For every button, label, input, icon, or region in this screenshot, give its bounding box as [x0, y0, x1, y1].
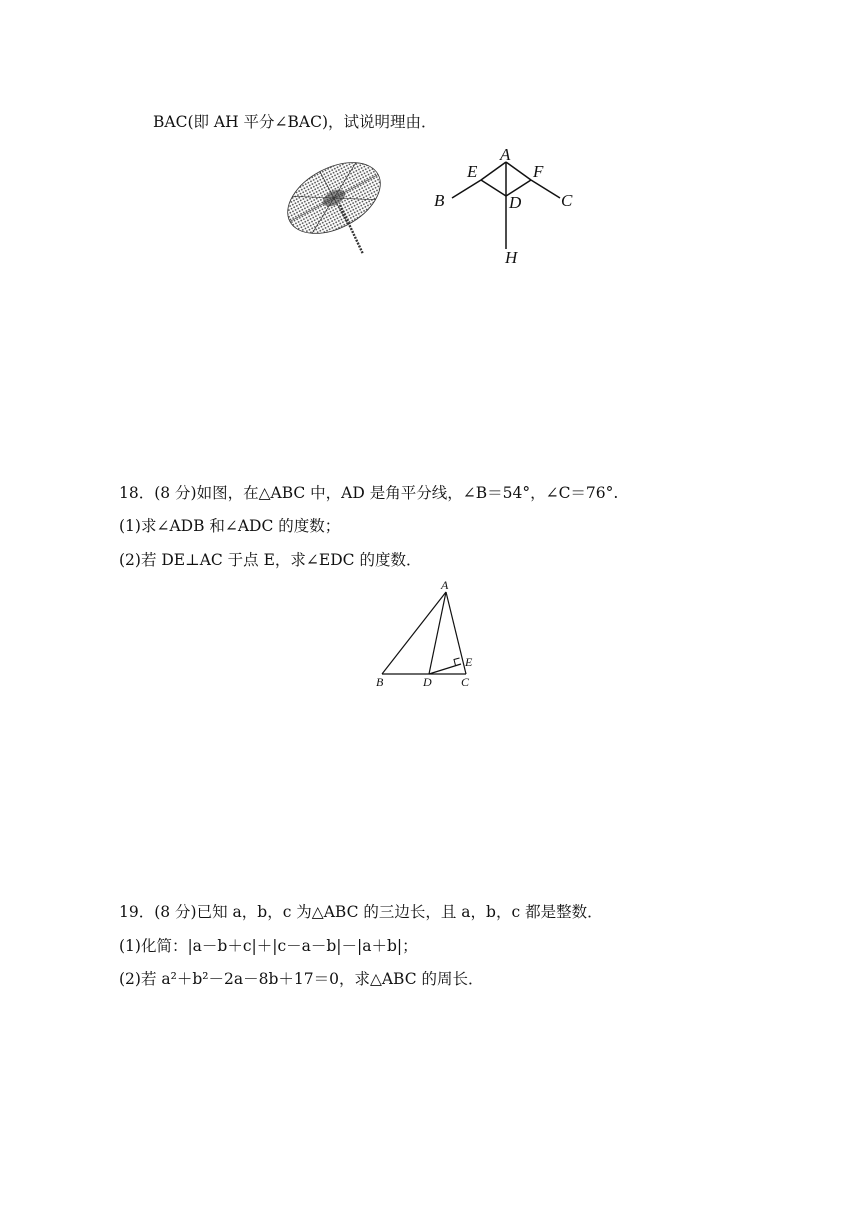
q17-label-c: C — [561, 191, 573, 210]
q18-part2: (2)若 DE⊥AC 于点 E，求∠EDC 的度数． — [119, 551, 422, 569]
q18-part1: (1)求∠ADB 和∠ADC 的度数； — [119, 517, 341, 535]
q19-part2: (2)若 a²＋b²－2a－8b＋17＝0，求△ABC 的周长． — [119, 970, 484, 988]
q18-label-b: B — [376, 675, 384, 689]
q17-label-f: F — [533, 162, 544, 181]
q19-part1: (1)化简：|a－b＋c|＋|c－a－b|－|a＋b|； — [119, 937, 418, 955]
q18-label-e: E — [465, 655, 473, 669]
q18-stem: 18．(8 分)如图，在△ABC 中，AD 是角平分线，∠B＝54°，∠C＝76°. — [119, 484, 619, 502]
q17-label-e: E — [467, 162, 478, 181]
q19-stem: 19．(8 分)已知 a，b，c 为△ABC 的三边长，且 a，b，c 都是整数． — [119, 903, 603, 921]
q17-label-b: B — [434, 191, 445, 210]
q18-label-a: A — [441, 578, 449, 592]
q17-label-a: A — [500, 145, 511, 164]
q17-label-d: D — [509, 193, 522, 212]
q18-triangle-figure — [368, 576, 488, 690]
umbrella-illustration — [278, 150, 390, 258]
q17-label-h: H — [505, 248, 518, 267]
q17-figure — [430, 142, 590, 268]
q17-continued-text: BAC(即 AH 平分∠BAC)，试说明理由． — [153, 113, 437, 131]
q18-label-d: D — [423, 675, 432, 689]
q18-label-c: C — [461, 675, 470, 689]
